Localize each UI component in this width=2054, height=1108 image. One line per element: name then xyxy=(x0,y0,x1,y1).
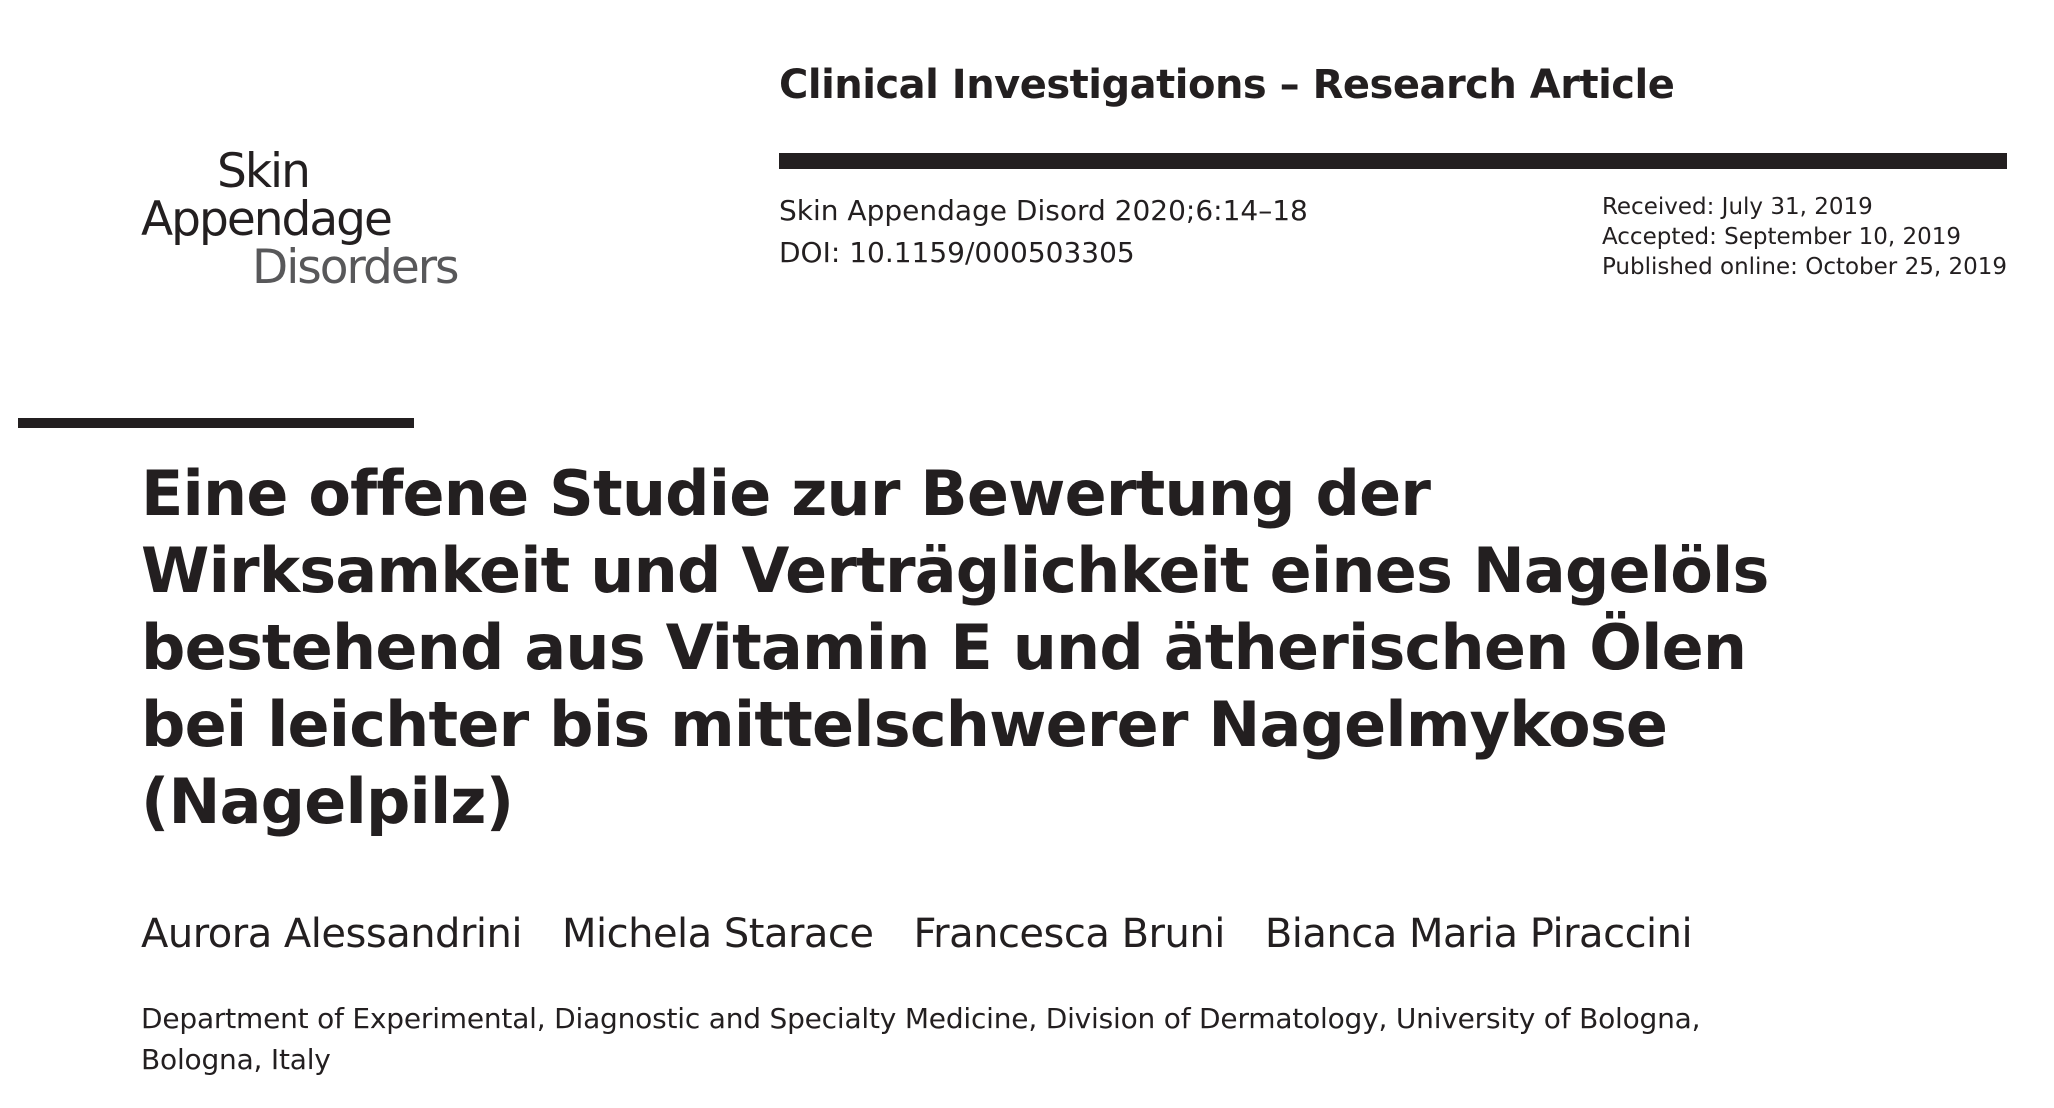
title-rule xyxy=(18,418,414,428)
journal-logo xyxy=(141,144,481,308)
article-title xyxy=(141,455,1769,840)
received-date: Received: July 31, 2019 xyxy=(1601,194,1873,220)
published-date: Published online: October 25, 2019 xyxy=(1601,254,2007,280)
affiliation-line: Department of Experimental, Diagnostic and Specialty Medicine, Division of Dermatology, University of Bologna, xyxy=(141,1002,1701,1035)
accepted-date: Accepted: September 10, 2019 xyxy=(1601,224,1962,250)
author-list xyxy=(141,911,1692,957)
author-name[interactable]: Francesca Bruni xyxy=(913,911,1225,957)
doi-link[interactable]: DOI: 10.1159/000503305 xyxy=(779,236,1135,269)
affiliation-line: Bologna, Italy xyxy=(141,1043,331,1076)
title-line: Eine offene Studie zur Bewertung der xyxy=(141,457,1431,530)
logo-word-disorders: Disorders xyxy=(252,240,458,295)
header-rule xyxy=(779,153,2007,169)
title-line: Wirksamkeit und Verträglichkeit eines Nagelöls xyxy=(141,534,1769,607)
author-name[interactable]: Aurora Alessandrini xyxy=(141,911,522,957)
title-line: bei leichter bis mittelschwerer Nagelmykose xyxy=(141,688,1668,761)
citation-block xyxy=(779,190,1308,274)
author-name[interactable]: Michela Starace xyxy=(561,911,874,957)
logo-word-appendage: Appendage xyxy=(141,192,391,247)
title-line: bestehend aus Vitamin E und ätherischen Ölen xyxy=(141,611,1747,684)
affiliation xyxy=(141,998,1700,1080)
section-label: Clinical Investigations – Research Article xyxy=(779,62,1675,108)
title-line: (Nagelpilz) xyxy=(141,765,514,838)
logo-word-skin: Skin xyxy=(217,144,309,199)
article-dates xyxy=(1602,192,2007,282)
journal-reference: Skin Appendage Disord 2020;6:14–18 xyxy=(779,194,1308,227)
author-name[interactable]: Bianca Maria Piraccini xyxy=(1264,911,1693,957)
